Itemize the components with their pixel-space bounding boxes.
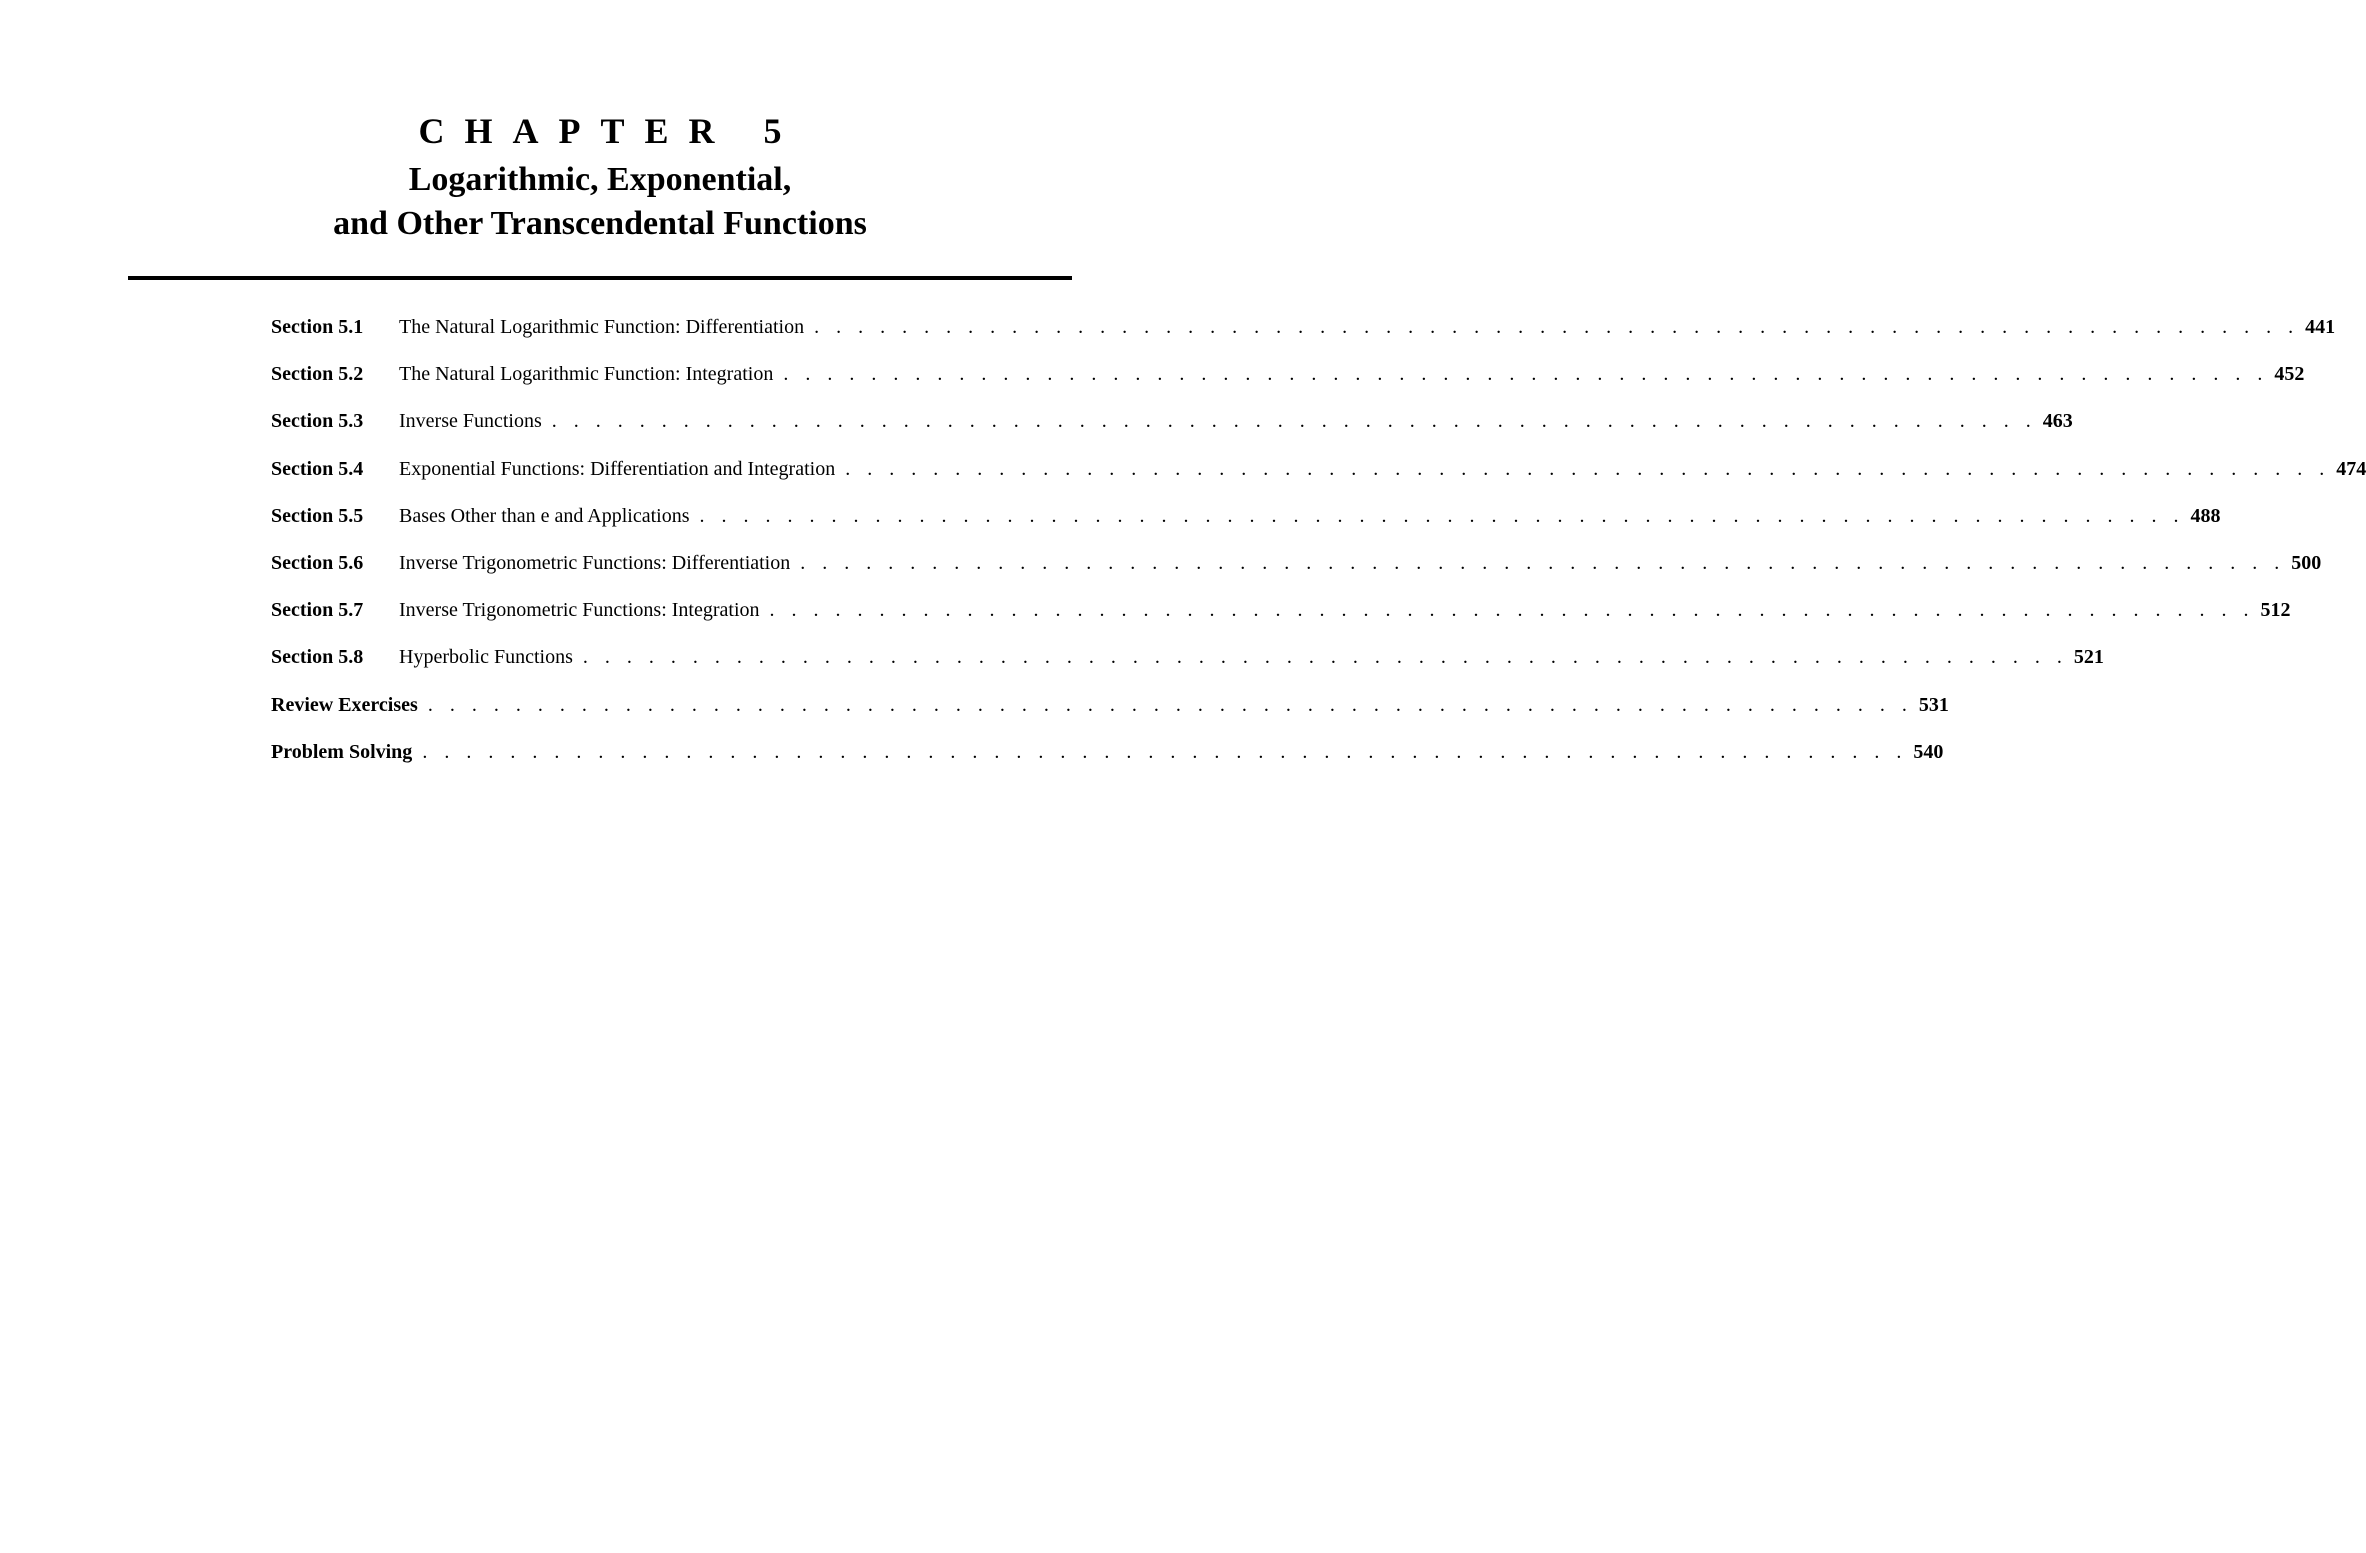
toc-dot-leader: . . . . . . . . . . . . . . . . . . . . . . . . . . . . . . . . . . . . . . . . . . . . . . . . . . . . . . . . . . . . . . . . . . . .	[845, 457, 2331, 480]
table-of-contents	[271, 316, 2366, 788]
toc-section-title: The Natural Logarithmic Function: Integration	[399, 363, 774, 386]
toc-dot-leader: . . . . . . . . . . . . . . . . . . . . . . . . . . . . . . . . . . . . . . . . . . . . . . . . . . . . . . . . . . . . . . . . . . . .	[699, 504, 2185, 527]
toc-dot-leader: . . . . . . . . . . . . . . . . . . . . . . . . . . . . . . . . . . . . . . . . . . . . . . . . . . . . . . . . . . . . . . . . . . . .	[814, 316, 2300, 338]
chapter-title-line-2: and Other Transcendental Functions	[333, 205, 867, 242]
toc-row-review-exercises[interactable]	[271, 693, 1949, 741]
toc-section-number: Section 5.5	[271, 504, 364, 527]
toc-dot-leader: . . . . . . . . . . . . . . . . . . . . . . . . . . . . . . . . . . . . . . . . . . . . . . . . . . . . . . . . . . . . . . . . . . . .	[769, 599, 2255, 622]
toc-section-number: Section 5.6	[271, 551, 364, 574]
toc-section-title: Hyperbolic Functions	[399, 646, 573, 669]
toc-row-problem-solving[interactable]	[271, 740, 1944, 788]
toc-row-5-2[interactable]	[271, 363, 2305, 410]
toc-heading-title: Problem Solving	[271, 740, 413, 763]
toc-dot-leader: . . . . . . . . . . . . . . . . . . . . . . . . . . . . . . . . . . . . . . . . . . . . . . . . . . . . . . . . . . . . . . . . . . . .	[800, 551, 2286, 574]
toc-section-number: Section 5.3	[271, 410, 364, 433]
toc-row-5-5[interactable]	[271, 504, 2221, 552]
toc-page-number: 452	[2274, 363, 2305, 386]
toc-page-number: 500	[2291, 551, 2322, 574]
toc-dot-leader: . . . . . . . . . . . . . . . . . . . . . . . . . . . . . . . . . . . . . . . . . . . . . . . . . . . . . . . . . . . . . . . . . . . .	[551, 410, 2037, 433]
toc-section-number: Section 5.2	[271, 363, 364, 386]
horizontal-rule	[128, 276, 1072, 280]
toc-page-number: 488	[2190, 504, 2221, 527]
toc-section-title: Exponential Functions: Differentiation and Integration	[399, 457, 836, 480]
toc-page-number: 531	[1918, 693, 1949, 716]
toc-heading-title: Review Exercises	[271, 693, 418, 716]
chapter-title-line-1: Logarithmic, Exponential,	[408, 161, 792, 198]
toc-page-number: 441	[2305, 316, 2336, 338]
toc-dot-leader: . . . . . . . . . . . . . . . . . . . . . . . . . . . . . . . . . . . . . . . . . . . . . . . . . . . . . . . . . . . . . . . . . . . .	[427, 693, 1913, 716]
toc-row-5-6[interactable]	[271, 551, 2322, 599]
toc-section-number: Section 5.1	[271, 316, 364, 338]
toc-row-5-8[interactable]	[271, 646, 2104, 693]
chapter-label: CHAPTER 5	[418, 111, 802, 151]
toc-section-title: Inverse Trigonometric Functions: Differentiation	[399, 551, 791, 574]
chapter-title	[0, 158, 1200, 246]
toc-section-title: The Natural Logarithmic Function: Differentiation	[399, 316, 805, 338]
toc-dot-leader: . . . . . . . . . . . . . . . . . . . . . . . . . . . . . . . . . . . . . . . . . . . . . . . . . . . . . . . . . . . . . . . . . . . .	[783, 363, 2269, 386]
toc-row-5-1[interactable]	[271, 316, 2336, 363]
toc-section-number: Section 5.4	[271, 457, 364, 480]
toc-section-title: Inverse Functions	[399, 410, 542, 433]
toc-page-number: 540	[1913, 740, 1944, 763]
toc-section-title: Inverse Trigonometric Functions: Integration	[399, 599, 760, 622]
toc-dot-leader: . . . . . . . . . . . . . . . . . . . . . . . . . . . . . . . . . . . . . . . . . . . . . . . . . . . . . . . . . . . . . . . . . . . .	[422, 740, 1908, 763]
toc-row-5-3[interactable]	[271, 410, 2073, 457]
toc-page-number: 474	[2336, 457, 2366, 480]
toc-section-number: Section 5.7	[271, 599, 364, 622]
toc-page-number: 512	[2260, 599, 2291, 622]
toc-page-number: 463	[2042, 410, 2073, 433]
toc-section-title: Bases Other than e and Applications	[399, 504, 690, 527]
toc-row-5-7[interactable]	[271, 599, 2291, 646]
toc-dot-leader: . . . . . . . . . . . . . . . . . . . . . . . . . . . . . . . . . . . . . . . . . . . . . . . . . . . . . . . . . . . . . . . . . . . .	[582, 646, 2068, 669]
toc-row-5-4[interactable]	[271, 457, 2366, 505]
toc-section-number: Section 5.8	[271, 646, 364, 669]
toc-page-number: 521	[2073, 646, 2104, 669]
